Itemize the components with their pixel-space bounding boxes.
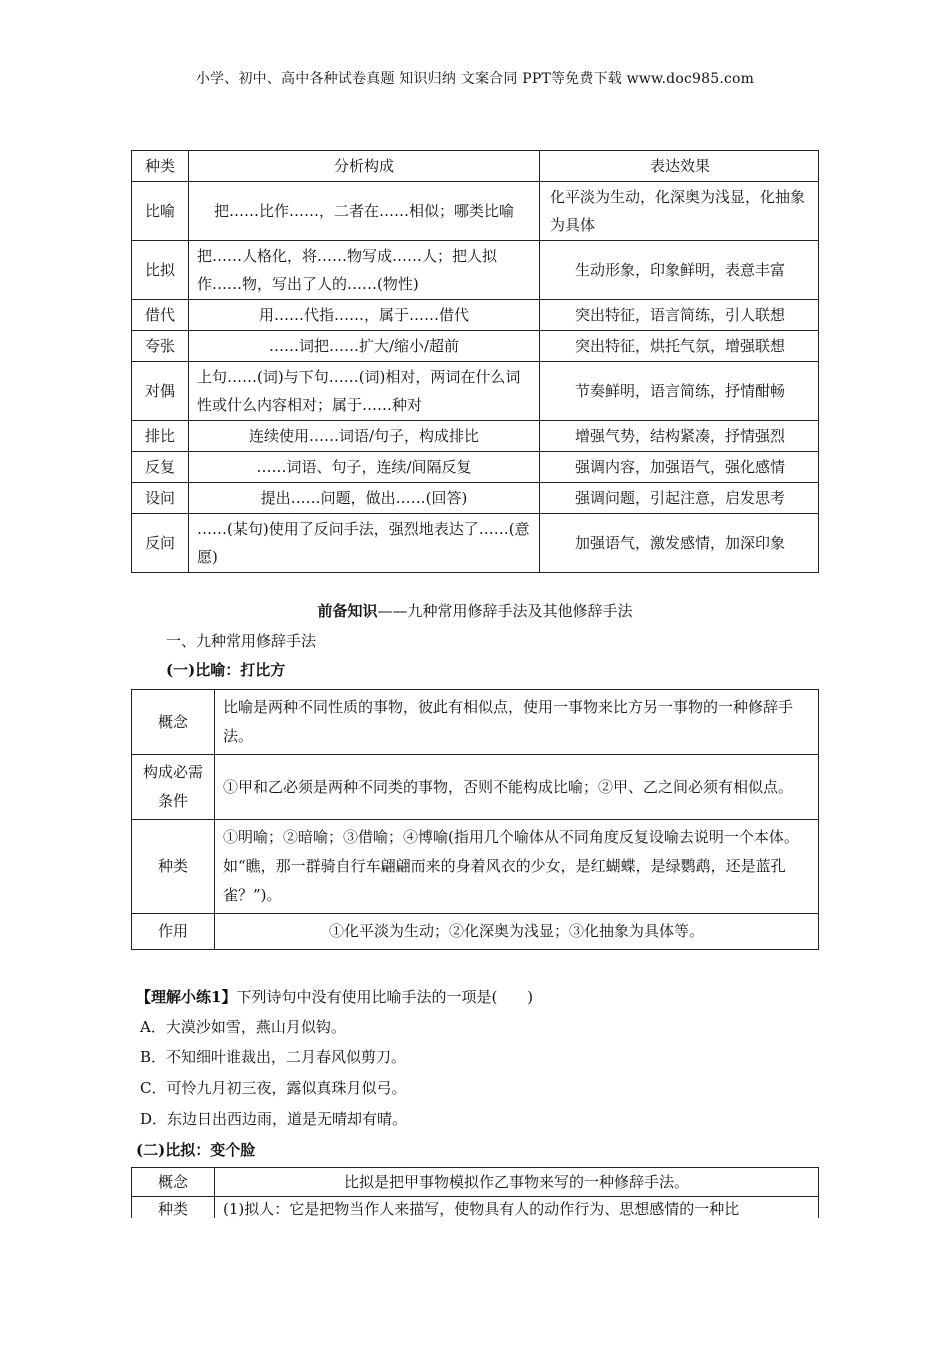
row-label: 构成必需条件 xyxy=(132,755,215,820)
effect-cell: 化平淡为生动，化深奥为浅显，化抽象为具体 xyxy=(540,182,819,241)
type-cell: 借代 xyxy=(132,300,189,331)
analysis-cell: 把……比作……，二者在……相似；哪类比喻 xyxy=(189,182,540,241)
subheading-personification: (二)比拟：变个脸 xyxy=(136,1141,256,1159)
type-cell: 对偶 xyxy=(132,362,189,421)
header-cell: 种类 xyxy=(132,151,189,182)
type-cell: 比喻 xyxy=(132,182,189,241)
table-row xyxy=(132,182,819,241)
option-d: D．东边日出西边雨，道是无晴却有晴。 xyxy=(140,1110,408,1128)
analysis-cell: ……(某句)使用了反问手法，强烈地表达了……(意愿) xyxy=(189,514,540,573)
effect-cell: 节奏鲜明，语言简练，抒情酣畅 xyxy=(540,362,819,421)
type-cell: 排比 xyxy=(132,421,189,452)
table-row xyxy=(132,241,819,300)
analysis-cell: 把……人格化，将……物写成……人；把人拟作……物，写出了人的……(物性) xyxy=(189,241,540,300)
section-title-bold: 前备知识 xyxy=(317,602,378,620)
exercise-question xyxy=(136,986,533,1007)
option-b: B．不知细叶谁裁出，二月春风似剪刀。 xyxy=(140,1048,407,1066)
page-bottom-mask xyxy=(0,1218,950,1348)
page-header: 小学、初中、高中各种试卷真题 知识归纳 文案合同 PPT等免费下载 www.doc985.com xyxy=(195,71,755,87)
table-row xyxy=(132,690,819,755)
effect-cell: 加强语气，激发感情，加深印象 xyxy=(540,514,819,573)
analysis-cell: 提出……问题，做出……(回答) xyxy=(189,483,540,514)
row-content: 比拟是把甲事物模拟作乙事物来写的一种修辞手法。 xyxy=(215,1168,819,1197)
table-row xyxy=(132,362,819,421)
row-label: 概念 xyxy=(132,690,215,755)
row-content: ①甲和乙必须是两种不同类的事物，否则不能构成比喻；②甲、乙之间必须有相似点。 xyxy=(215,755,819,820)
type-cell: 比拟 xyxy=(132,241,189,300)
analysis-cell: 上句……(词)与下句……(词)相对，两词在什么词性或什么内容相对；属于……种对 xyxy=(189,362,540,421)
effect-cell: 突出特征，语言简练，引人联想 xyxy=(540,300,819,331)
row-content: (1)拟人：它是把物当作人来描写，使物具有人的动作行为、思想感情的一种比 xyxy=(215,1197,819,1221)
analysis-cell: ……词把……扩大/缩小/超前 xyxy=(189,331,540,362)
row-label: 种类 xyxy=(132,820,215,914)
effect-cell: 强调问题，引起注意，启发思考 xyxy=(540,483,819,514)
header-cell: 表达效果 xyxy=(540,151,819,182)
section-title xyxy=(0,600,950,621)
table-row xyxy=(132,452,819,483)
option-c: C．可怜九月初三夜，露似真珠月似弓。 xyxy=(140,1079,407,1097)
row-content: ①化平淡为生动；②化深奥为浅显；③化抽象为具体等。 xyxy=(215,914,819,950)
table-row xyxy=(132,755,819,820)
table-header-row xyxy=(132,151,819,182)
row-content: 比喻是两种不同性质的事物，彼此有相似点，使用一事物来比方另一事物的一种修辞手法。 xyxy=(215,690,819,755)
table-row xyxy=(132,820,819,914)
header-cell: 分析构成 xyxy=(189,151,540,182)
effect-cell: 突出特征，烘托气氛，增强联想 xyxy=(540,331,819,362)
section-title-rest: ——九种常用修辞手法及其他修辞手法 xyxy=(377,602,633,620)
analysis-cell: 连续使用……词语/句子，构成排比 xyxy=(189,421,540,452)
table-row xyxy=(132,1197,819,1221)
row-label: 概念 xyxy=(132,1168,215,1197)
effect-cell: 生动形象，印象鲜明，表意丰富 xyxy=(540,241,819,300)
type-cell: 设问 xyxy=(132,483,189,514)
exercise-tag: 【理解小练1】 xyxy=(136,988,237,1006)
personification-table xyxy=(131,1167,819,1220)
effect-cell: 强调内容，加强语气，强化感情 xyxy=(540,452,819,483)
table-row xyxy=(132,421,819,452)
subheading-metaphor: (一)比喻：打比方 xyxy=(166,661,286,679)
table-row xyxy=(132,483,819,514)
table-row xyxy=(132,331,819,362)
exercise-question-text: 下列诗句中没有使用比喻手法的一项是( ) xyxy=(236,988,534,1006)
table-row xyxy=(132,300,819,331)
table-row xyxy=(132,514,819,573)
option-a: A．大漠沙如雪，燕山月似钩。 xyxy=(140,1018,346,1036)
analysis-cell: ……词语、句子，连续/间隔反复 xyxy=(189,452,540,483)
type-cell: 反复 xyxy=(132,452,189,483)
row-label: 作用 xyxy=(132,914,215,950)
subheading-nine-methods: 一、九种常用修辞手法 xyxy=(166,632,317,650)
effect-cell: 增强气势，结构紧凑，抒情强烈 xyxy=(540,421,819,452)
metaphor-table xyxy=(131,689,819,950)
analysis-cell: 用……代指……，属于……借代 xyxy=(189,300,540,331)
rhetoric-summary-table xyxy=(131,150,819,573)
row-label: 种类 xyxy=(132,1197,215,1221)
type-cell: 反问 xyxy=(132,514,189,573)
type-cell: 夸张 xyxy=(132,331,189,362)
table-row xyxy=(132,1168,819,1197)
row-content: ①明喻；②暗喻；③借喻；④博喻(指用几个喻体从不同角度反复设喻去说明一个本体。如“瞧，那一群骑自行车翩翩而来的身着风衣的少女，是红蝴蝶，是绿鹦鹉，还是蓝孔雀？”)。 xyxy=(215,820,819,914)
table-row xyxy=(132,914,819,950)
